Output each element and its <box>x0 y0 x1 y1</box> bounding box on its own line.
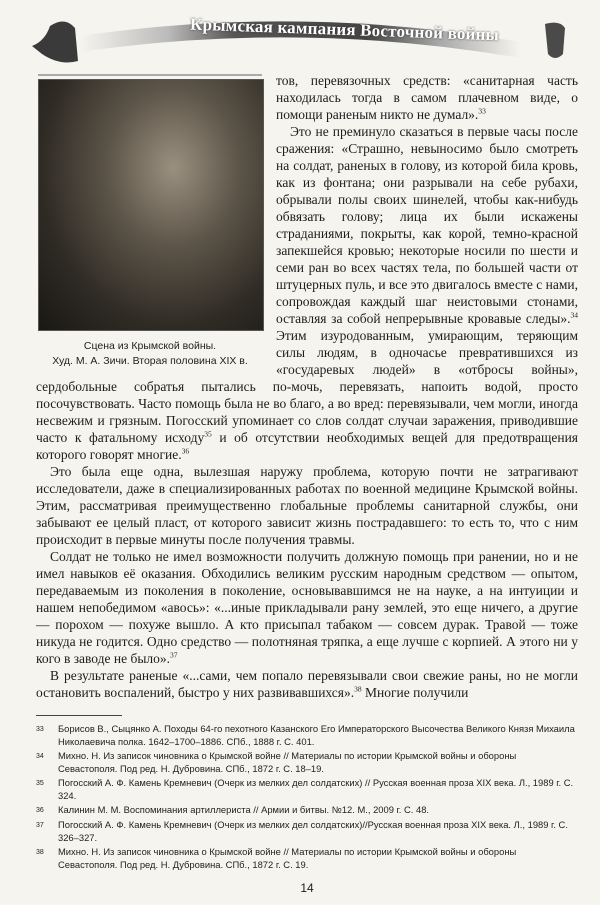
footnote-number: 34 <box>36 753 44 760</box>
footnote-ref: 36 <box>181 446 190 456</box>
footnote-ref: 35 <box>204 429 212 439</box>
footnote-text: Погосский А. Ф. Камень Кремневич (Очерк из мелких дел солдатских)//Русская военная проза XIX века. Л., 1989 г. С. 326–327. <box>58 819 568 843</box>
footnote <box>36 845 578 871</box>
footnote <box>36 722 578 748</box>
text: Многие получили <box>361 685 469 700</box>
text: Это не преминуло сказаться в первые часы после сражения: «Страшно, невыносимо было смотреть на солдат, раненых в голову, из которой била кровь, как из фонтана; они разрывали на себе рубахи, обрывали полы своих шинелей, чтобы как-нибудь обвязать голову; лица их были искажены страданиями, покрыты, как корой, темно-красной запекшейся кровью; некоторые носили по шести и семи ран во всех частях тела, по большей части от штуцерных пуль, и все это двигалось вместе с нами, сопровождая каждый шаг неистовыми стонами, оставляя за собой непрерывные кровавые следы». <box>276 124 578 326</box>
footnote-ref: 38 <box>354 684 362 694</box>
running-header-title: Крымская кампания Восточной войны <box>189 14 500 45</box>
footnote-number: 35 <box>36 780 44 787</box>
footnote-text: Михно. Н. Из записок чиновника о Крымской войне // Материалы по истории Крымской войны и обороны Севастополя. Под ред. Н. Дубровина. СПб., 1872 г. С. 19. <box>58 846 517 870</box>
footnote-ref: 34 <box>570 310 578 320</box>
text: В результате раненые «...сами, чем попало перевязывали свои свежие раны, но не могли остановить воспалений, быстро у них развивавшихся». <box>36 668 578 700</box>
text: тов, перевязочных средств: «санитарная часть находилась тогда в самом плачевном виде, о помощи раненым никто не думал». <box>276 73 578 122</box>
footnote-divider <box>36 715 122 716</box>
footnote-ref: 37 <box>170 650 178 660</box>
text: Этим изуродованным, умирающим, теряющим силы людям, в одночасье превратившихся из «государевых людей» в «отбросы войны», сердобольные собратья пытались по- <box>36 328 578 394</box>
footnote-text: Михно. Н. Из записок чиновника о Крымской войне // Материалы по истории Крымской войны и обороны Севастополя. Под ред. Н. Дубровина. СПб., 1872 г. С. 18–19. <box>58 750 517 774</box>
paragraph <box>36 667 578 701</box>
footnote <box>36 803 578 817</box>
footnotes <box>36 722 578 871</box>
caption-line-2: Худ. М. А. Зичи. Вторая половина XIX в. <box>52 355 248 367</box>
footnote-ref: 33 <box>478 106 486 116</box>
footnote-text: Калинин М. М. Воспоминания артиллериста // Армии и битвы. №12. М., 2009 г. С. 48. <box>58 804 430 815</box>
figure-top-rule <box>38 74 262 76</box>
painting-image <box>38 79 264 331</box>
footnote-number: 33 <box>36 726 44 733</box>
footnote <box>36 818 578 844</box>
text: мочь, перевязать, напоить водой, просто посочувствовать. Часто помощь была не во благо, а во вред: перевязывали, чем могли, иногда несвежим и грязным. Погосский упоминает со слов солдат случаи заражения, приводившие часто к фатальному исходу <box>36 379 578 445</box>
paragraph <box>36 548 578 667</box>
footnote-text: Погосский А. Ф. Камень Кремневич (Очерк из мелких дел солдатских) // Русская военная проза XIX века. Л., 1989 г. С. 324. <box>58 777 574 801</box>
text: и об отсутствии необходимых вещей для предотвращения которого говорят многие. <box>36 430 579 462</box>
figure <box>38 74 264 369</box>
text: Солдат не только не имел возможности получить должную помощь при ранении, но и не имел навыков её оказания. Обходились великим русским народным средством — опытом, передаваемым из поколения в поколение, основывавшимся не на науке, а на интуиции и нашем непобедимом «авось»: «...иные прикладывали рану землей, это еще ничего, а другие — порохом — похуже вышло. А кто присыпал табаком — совсем дурак. Травой — тоже никуда не годится. Одно средство — полотняная тряпка, а еще лучше с корпией. А этого ни у кого в заводе не было». <box>36 549 578 666</box>
footnote-number: 36 <box>36 807 44 814</box>
figure-caption <box>38 339 262 369</box>
caption-line-1: Сцена из Крымской войны. <box>83 340 217 352</box>
paragraph: Это была еще одна, вылезшая наружу проблема, которую почти не затрагивают исследователи, даже в специализированных работах по военной медицине Крымской войны. Этим, рассматривая преимущественно глобальные проблемы санитарной службы, они забывают ее целый пласт, от которого зависит жизнь пострадавшего: то есть то, что с ним происходит в первые минуты после получения травмы. <box>36 464 578 547</box>
page-number: 14 <box>300 881 314 895</box>
footnote <box>36 776 578 802</box>
footnote-text: Борисов В., Сыцянко А. Походы 64-го пехотного Казанского Его Императорского Высочества Великого Князя Михаила Николаевича полка. 1642–1700–1886. СПб., 1888 г. С. 401. <box>58 723 575 747</box>
footnote-number: 38 <box>36 849 44 856</box>
footnote-number: 37 <box>36 822 44 829</box>
page-content <box>36 0 578 905</box>
footnote <box>36 749 578 775</box>
